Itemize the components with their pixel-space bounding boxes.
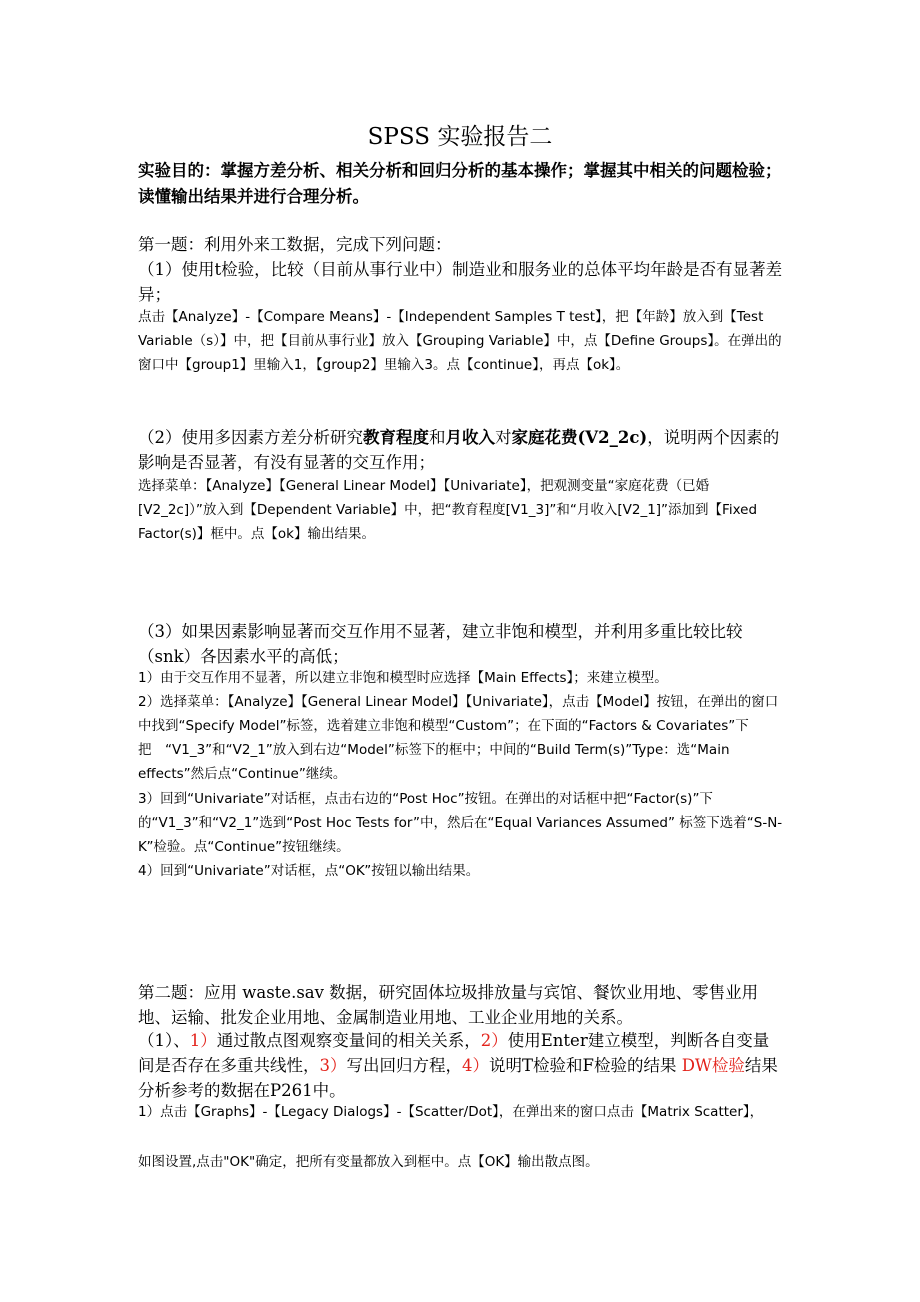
q2-item-number-4: 4） bbox=[462, 1056, 489, 1075]
q1-part2-text-2: 和 bbox=[429, 428, 446, 447]
q1-part3-step-3: 3）回到“Univariate”对话框，点击右边的“Post Hoc”按钮。在弹出的对话框中把“Factor(s)”下的“V1_3”和“V2_1”选到“Post Hoc Tests for”中，然后在“Equal Variances Assumed” 标签下选着“S-N-K”检验。点“Continue”按钮继续。 bbox=[138, 791, 783, 855]
q1-part2-text-3: 对 bbox=[495, 428, 512, 447]
q2-item-text-5: 结果分析参考的数据在P261中。 bbox=[138, 1056, 778, 1100]
question-1-heading: 第一题：利用外来工数据，完成下列问题： bbox=[138, 235, 452, 254]
q2-part1-title bbox=[138, 1028, 784, 1103]
q2-dw-test: DW检验 bbox=[681, 1056, 745, 1075]
q2-item-number-3: 3） bbox=[319, 1056, 347, 1075]
q1-part2-steps: 选择菜单：【Analyze】【General Linear Model】【Univariate】，把观测变量“家庭花费（已婚[V2_2c]）”放入到【Dependent Variable】中，把“教育程度[V1_3]”和“月收入[V2_1]”添加到【Fixed Factor(s)】框中。点【ok】输出结果。 bbox=[138, 478, 758, 542]
q2-item-number-1: 1） bbox=[189, 1031, 217, 1050]
q1-part3-title: （3）如果因素影响显著而交互作用不显著，建立非饱和模型，并利用多重比较比较（snk）各因素水平的高低； bbox=[138, 622, 743, 666]
q1-part2-text-4: ，说明两个因素的影响是否显著，有没有显著的交互作用； bbox=[138, 428, 780, 472]
q2-part1-prefix: （1）、 bbox=[138, 1031, 190, 1050]
experiment-purpose: 实验目的：掌握方差分析、相关分析和回归分析的基本操作；掌握其中相关的问题检验；读懂输出结果并进行合理分析。 bbox=[138, 161, 782, 206]
q2-item-text-3: 写出回归方程， bbox=[346, 1056, 462, 1075]
q2-item-text-1: 通过散点图观察变量间的相关关系， bbox=[216, 1031, 481, 1050]
q1-part1-title: （1）使用t检验，比较（目前从事行业中）制造业和服务业的总体平均年龄是否有显著差异； bbox=[138, 260, 783, 304]
page-title: SPSS 实验报告二 bbox=[367, 124, 553, 150]
q1-part3-step-4: 4）回到“Univariate”对话框，点“OK”按钮以输出结果。 bbox=[138, 863, 480, 879]
q2-item-number-2: 2） bbox=[480, 1031, 508, 1050]
q1-part2-text-1: （2）使用多因素方差分析研究 bbox=[138, 428, 363, 447]
q1-part2-title bbox=[138, 425, 784, 475]
q1-part2-factor-education: 教育程度 bbox=[363, 428, 429, 447]
q1-part2-factor-income: 月收入 bbox=[445, 428, 495, 447]
q2-item-text-2: 使用Enter建立模型，判断各自变量间是否存在多重共线性， bbox=[138, 1031, 770, 1075]
q1-part3-step-1: 1）由于交互作用不显著，所以建立非饱和模型时应选择【Main Effects】；来建立模型。 bbox=[138, 670, 668, 686]
q1-part3-step-2: 2）选择菜单：【Analyze】【General Linear Model】【Univariate】，点击【Model】按钮，在弹出的窗口中找到“Specify Model”标签，选着建立非饱和模型“Custom”；在下面的“Factors & Covariates”下把 “V1_3”和“V2_1”放入到右边“Model”标签下的框中；中间的“Build Term(s)”Type：选“Main effects”然后点“Continue”继续。 bbox=[138, 694, 779, 782]
q1-part2-dependent: 家庭花费(V2_2c) bbox=[511, 428, 648, 447]
q2-step-1: 1）点击【Graphs】-【Legacy Dialogs】-【Scatter/Dot】，在弹出来的窗口点击【Matrix Scatter】， bbox=[138, 1104, 764, 1120]
q2-item-text-4: 说明T检验和F检验的结果 bbox=[489, 1056, 682, 1075]
question-2-heading: 第二题：应用 waste.sav 数据，研究固体垃圾排放量与宾馆、餐饮业用地、零售业用地、运输、批发企业用地、金属制造业用地、工业企业用地的关系。 bbox=[138, 983, 759, 1027]
q2-step-2: 如图设置,点击"OK"确定，把所有变量都放入到框中。点【OK】输出散点图。 bbox=[138, 1154, 599, 1170]
q1-part1-steps: 点击【Analyze】-【Compare Means】-【Independent Samples T test】，把【年龄】放入到【Test Variable（s）】中，把【目前从事行业】放入【Grouping Variable】中，点【Define Groups】。在弹出的窗口中【group1】里输入1，【group2】里输入3。点【continue】，再点【ok】。 bbox=[138, 309, 782, 373]
